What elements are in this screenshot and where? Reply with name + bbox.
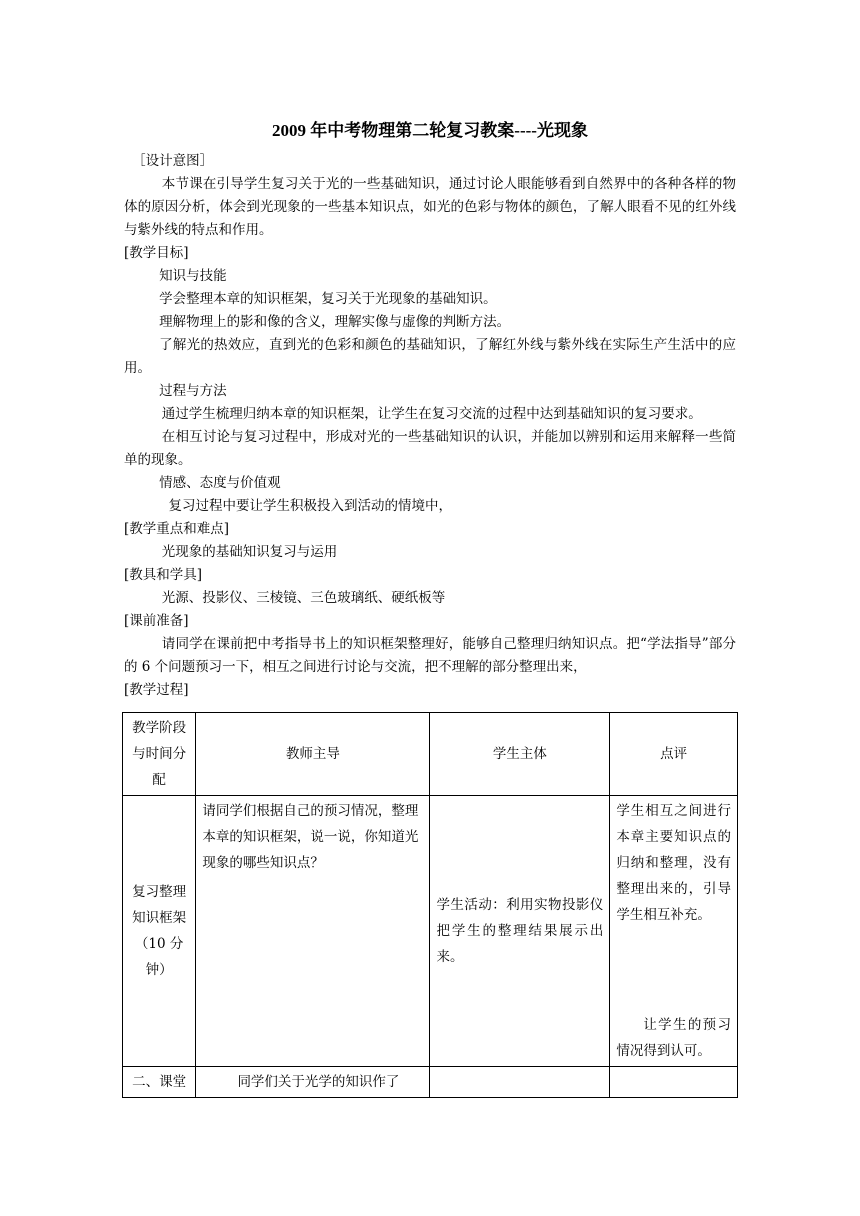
row2-teacher: 同学们关于光学的知识作了 — [196, 1067, 430, 1098]
design-intent-heading: ［设计意图］ — [132, 153, 214, 169]
emotion-title: 情感、态度与价值观 — [159, 475, 281, 491]
row1-teacher: 请同学们根据自己的预习情况，整理本章的知识框架，说一说，你知道光现象的哪些知识点？ — [196, 796, 430, 1067]
prep-paragraph: 请同学在课前把中考指导书上的知识框架整理好，能够自己整理归纳知识点。把“学法指导”部分的 6 个问题预习一下，相互之间进行讨论与交流，把不理解的部分整理出来， — [124, 636, 736, 675]
comment-spacer — [616, 928, 731, 1012]
row2-comment — [610, 1067, 738, 1098]
row1-comment-part1: 学生相互之间进行本章主要知识点的归纳和整理，没有整理出来的，引导学生相互补充。 — [616, 803, 731, 923]
knowledge-skills-title: 知识与技能 — [159, 268, 227, 284]
key-points-text: 光现象的基础知识复习与运用 — [161, 544, 338, 560]
row1-stage: 复习整理知识框架（10 分钟） — [123, 796, 196, 1067]
key-points-heading: [教学重点和难点] — [124, 521, 230, 537]
knowledge-item-2: 理解物理上的影和像的含义，理解实像与虚像的判断方法。 — [159, 314, 511, 330]
row1-comment — [610, 796, 738, 1067]
tools-text: 光源、投影仪、三棱镜、三色玻璃纸、硬纸板等 — [161, 590, 446, 606]
process-method-title: 过程与方法 — [159, 383, 227, 399]
table-row — [123, 796, 738, 1067]
goals-heading: [教学目标] — [124, 245, 189, 261]
table-header-row — [123, 713, 738, 796]
page-title: 2009 年中考物理第二轮复习教案----光现象 — [272, 121, 588, 140]
emotion-item-1: 复习过程中要让学生积极投入到活动的情境中， — [168, 498, 453, 514]
header-student: 学生主体 — [430, 713, 610, 796]
teaching-process-table — [122, 712, 738, 1098]
table-row — [123, 1067, 738, 1098]
header-comment: 点评 — [610, 713, 738, 796]
knowledge-item-1: 学会整理本章的知识框架，复习关于光现象的基础知识。 — [159, 291, 497, 307]
knowledge-item-3: 了解光的热效应，直到光的色彩和颜色的基础知识，了解红外线与紫外线在实际生产生活中的应用。 — [124, 337, 736, 376]
row1-comment-part2: 让学生的预习情况得到认可。 — [616, 1017, 731, 1059]
prep-heading: [课前准备] — [124, 613, 189, 629]
row2-stage: 二、课堂 — [123, 1067, 196, 1098]
process-item-1: 通过学生梳理归纳本章的知识框架，让学生在复习交流的过程中达到基础知识的复习要求。 — [161, 406, 702, 422]
process-item-2: 在相互讨论与复习过程中，形成对光的一些基础知识的认识，并能加以辨别和运用来解释一些简单的现象。 — [124, 429, 736, 468]
header-stage: 教学阶段与时间分配 — [123, 713, 196, 796]
header-teacher: 教师主导 — [196, 713, 430, 796]
process-heading: [教学过程] — [124, 682, 189, 698]
tools-heading: [教具和学具] — [124, 567, 203, 583]
row2-student — [430, 1067, 610, 1098]
design-intent-paragraph: 本节课在引导学生复习关于光的一些基础知识，通过讨论人眼能够看到自然界中的各种各样的物体的原因分析，体会到光现象的一些基本知识点，如光的色彩与物体的颜色，了解人眼看不见的红外线与紫外线的特点和作用。 — [124, 176, 736, 238]
document-body — [124, 150, 736, 702]
row1-student: 学生活动：利用实物投影仪把学生的整理结果展示出来。 — [430, 796, 610, 1067]
